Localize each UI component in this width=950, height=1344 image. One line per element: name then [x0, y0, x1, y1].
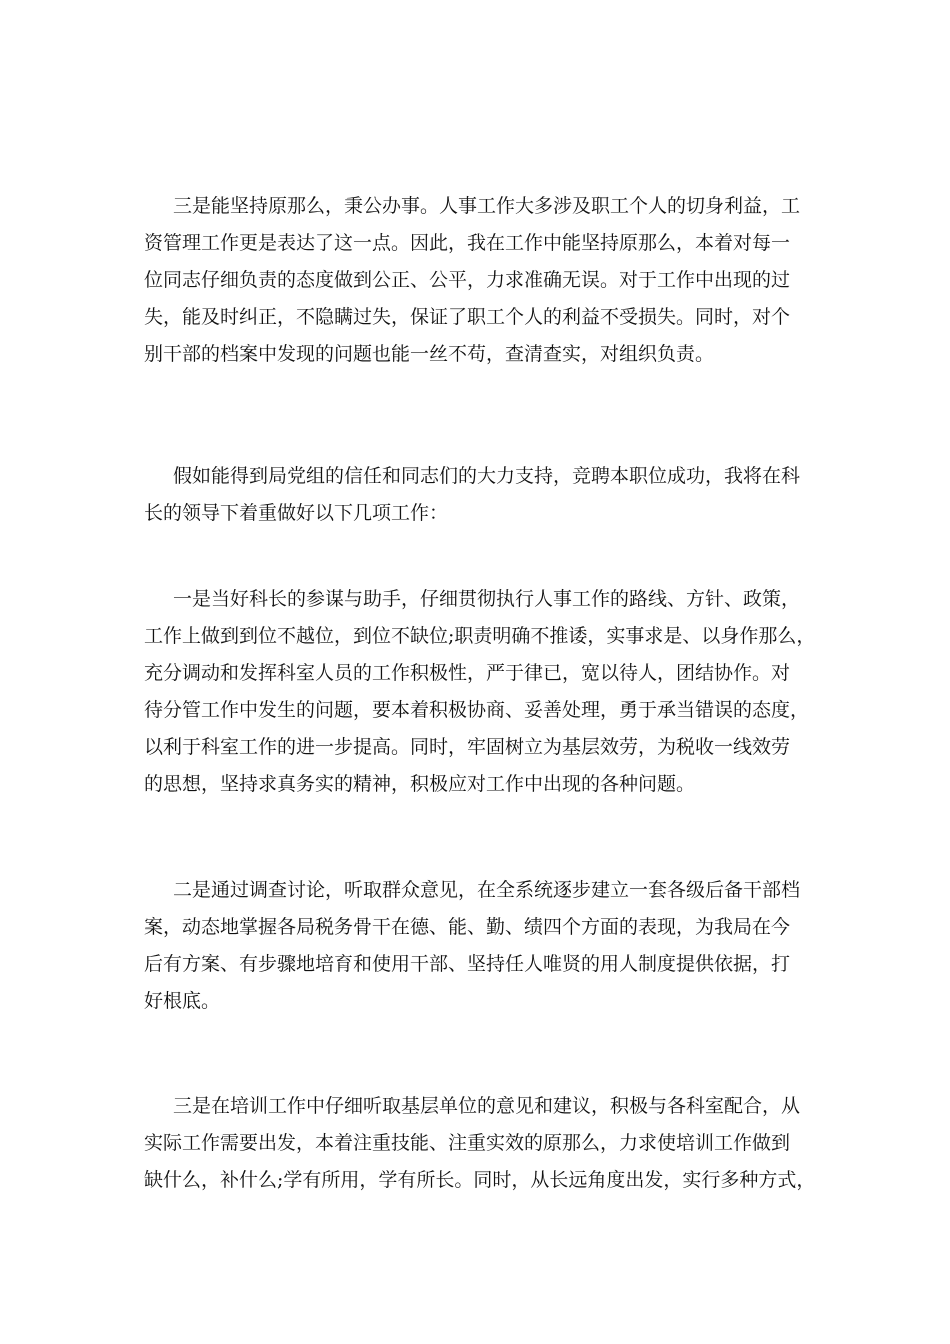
text-line: 三是在培训工作中仔细听取基层单位的意见和建议，积极与各科室配合，从	[173, 1095, 801, 1117]
text-line: 位同志仔细负责的态度做到公正、公平，力求准确无误。对于工作中出现的过	[144, 269, 791, 291]
paragraph-intro	[144, 458, 824, 532]
text-line: 三是能坚持原那么，秉公办事。人事工作大多涉及职工个人的切身利益，工	[173, 195, 801, 217]
text-line: 一是当好科长的参谋与助手，仔细贯彻执行人事工作的路线、方针、政策，	[173, 588, 801, 610]
text-line: 后有方案、有步骤地培育和使用干部、坚持任人唯贤的用人制度提供依据，打	[144, 953, 791, 975]
text-line: 充分调动和发挥科室人员的工作积极性，严于律已，宽以待人，团结协作。对	[144, 662, 791, 684]
text-line: 待分管工作中发生的问题，要本着积极协商、妥善处理，勇于承当错误的态度，	[144, 699, 810, 721]
text-line: 长的领导下着重做好以下几项工作：	[144, 502, 449, 524]
paragraph-item-three	[144, 1088, 824, 1199]
text-line: 缺什么，补什么;学有所用，学有所长。同时，从长远角度出发，实行多种方式，	[144, 1169, 816, 1191]
text-line: 假如能得到局党组的信任和同志们的大力支持，竞聘本职位成功，我将在科	[173, 465, 801, 487]
text-line: 别干部的档案中发现的问题也能一丝不苟，查清查实，对组织负责。	[144, 343, 715, 365]
text-line: 二是通过调查讨论，听取群众意见，在全系统逐步建立一套各级后备干部档	[173, 879, 801, 901]
text-line: 以利于科室工作的进一步提高。同时，牢固树立为基层效劳，为税收一线效劳	[144, 736, 791, 758]
text-line: 失，能及时纠正，不隐瞒过失，保证了职工个人的利益不受损失。同时，对个	[144, 306, 791, 328]
paragraph-principle	[144, 188, 824, 373]
paragraph-item-two	[144, 872, 824, 1020]
text-line: 好根底。	[144, 990, 221, 1012]
text-line: 案，动态地掌握各局税务骨干在德、能、勤、绩四个方面的表现，为我局在今	[144, 916, 791, 938]
text-line: 的思想，坚持求真务实的精神，积极应对工作中出现的各种问题。	[144, 773, 696, 795]
text-line: 实际工作需要出发，本着注重技能、注重实效的原那么，力求使培训工作做到	[144, 1132, 791, 1154]
text-line: 资管理工作更是表达了这一点。因此，我在工作中能坚持原那么，本着对每一	[144, 232, 791, 254]
paragraph-item-one	[144, 581, 824, 803]
text-line: 工作上做到到位不越位，到位不缺位;职责明确不推诿，实事求是、以身作那么，	[144, 625, 816, 647]
